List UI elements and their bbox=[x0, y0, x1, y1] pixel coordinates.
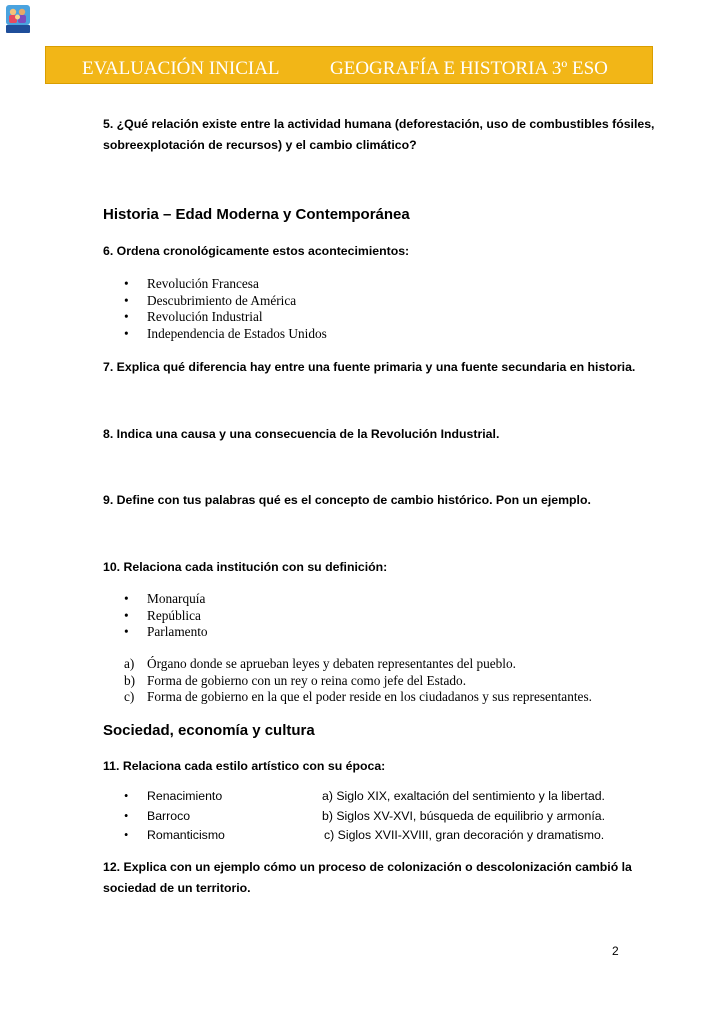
header-left-title: EVALUACIÓN INICIAL bbox=[82, 58, 280, 79]
logo-icon bbox=[5, 4, 31, 34]
list-item: • Monarquía bbox=[124, 591, 206, 606]
bullet-icon: • bbox=[124, 789, 129, 803]
header-banner bbox=[45, 46, 653, 84]
question-6: 6. Ordena cronológicamente estos acontecimientos: bbox=[103, 244, 410, 258]
bullet-icon: • bbox=[124, 276, 129, 291]
bullet-icon: • bbox=[124, 607, 129, 623]
question-7: 7. Explica qué diferencia hay entre una fuente primaria y una fuente secundaria en historia. bbox=[103, 360, 636, 374]
bullet-icon: • bbox=[124, 292, 129, 308]
question-5-line-1: 5. ¿Qué relación existe entre la actividad humana (deforestación, uso de combustibles fósiles, bbox=[103, 117, 655, 131]
list-item: a) Órgano donde se aprueban leyes y debaten representantes del pueblo. bbox=[124, 656, 516, 671]
recursos-eso-logo bbox=[5, 4, 31, 34]
list-item: b) Forma de gobierno con un rey o reina como jefe del Estado. bbox=[124, 672, 467, 688]
bullet-icon: • bbox=[124, 828, 129, 842]
question-12 bbox=[103, 857, 632, 899]
question-11: 11. Relaciona cada estilo artístico con su época: bbox=[103, 759, 386, 773]
table-row: • Romanticismo c) Siglos XVII-XVIII, gran decoración y dramatismo. bbox=[124, 826, 624, 846]
bullet-icon: • bbox=[124, 309, 129, 325]
bullet-icon: • bbox=[124, 591, 129, 606]
definitions-list bbox=[124, 656, 592, 706]
list-item: • Independencia de Estados Unidos bbox=[124, 326, 327, 342]
question-5-line-2: sobreexplotación de recursos) y el cambio climático? bbox=[103, 138, 417, 152]
list-item: • República bbox=[124, 607, 201, 623]
list-item: • Descubrimiento de América bbox=[124, 292, 297, 308]
header-right-title: GEOGRAFÍA E HISTORIA 3º ESO bbox=[330, 58, 608, 79]
section-title-society: Sociedad, economía y cultura bbox=[103, 722, 315, 739]
events-list bbox=[124, 276, 327, 343]
list-item: c) Forma de gobierno en la que el poder reside en los ciudadanos y sus representantes. bbox=[124, 689, 592, 705]
list-item: • Revolución Industrial bbox=[124, 309, 263, 325]
bullet-icon: • bbox=[124, 624, 129, 640]
list-item: • Parlamento bbox=[124, 624, 208, 640]
question-12-line-1: 12. Explica con un ejemplo cómo un proceso de colonización o descolonización cambió la bbox=[103, 860, 632, 874]
table-row: • Barroco b) Siglos XV-XVI, búsqueda de equilibrio y armonía. bbox=[124, 807, 624, 827]
question-10: 10. Relaciona cada institución con su definición: bbox=[103, 560, 388, 574]
bullet-icon: • bbox=[124, 326, 129, 342]
question-8: 8. Indica una causa y una consecuencia de la Revolución Industrial. bbox=[103, 427, 500, 441]
question-12-line-2: sociedad de un territorio. bbox=[103, 881, 251, 895]
list-item: • Revolución Francesa bbox=[124, 276, 259, 291]
institutions-list bbox=[124, 591, 208, 641]
bullet-icon: • bbox=[124, 808, 129, 823]
page-number: 2 bbox=[612, 944, 619, 958]
table-row: • Renacimiento a) Siglo XIX, exaltación del sentimiento y la libertad. bbox=[124, 787, 624, 807]
styles-matching-table bbox=[124, 787, 624, 846]
section-title-history: Historia – Edad Moderna y Contemporánea bbox=[103, 206, 410, 223]
question-5 bbox=[103, 114, 655, 156]
question-9: 9. Define con tus palabras qué es el concepto de cambio histórico. Pon un ejemplo. bbox=[103, 493, 591, 507]
